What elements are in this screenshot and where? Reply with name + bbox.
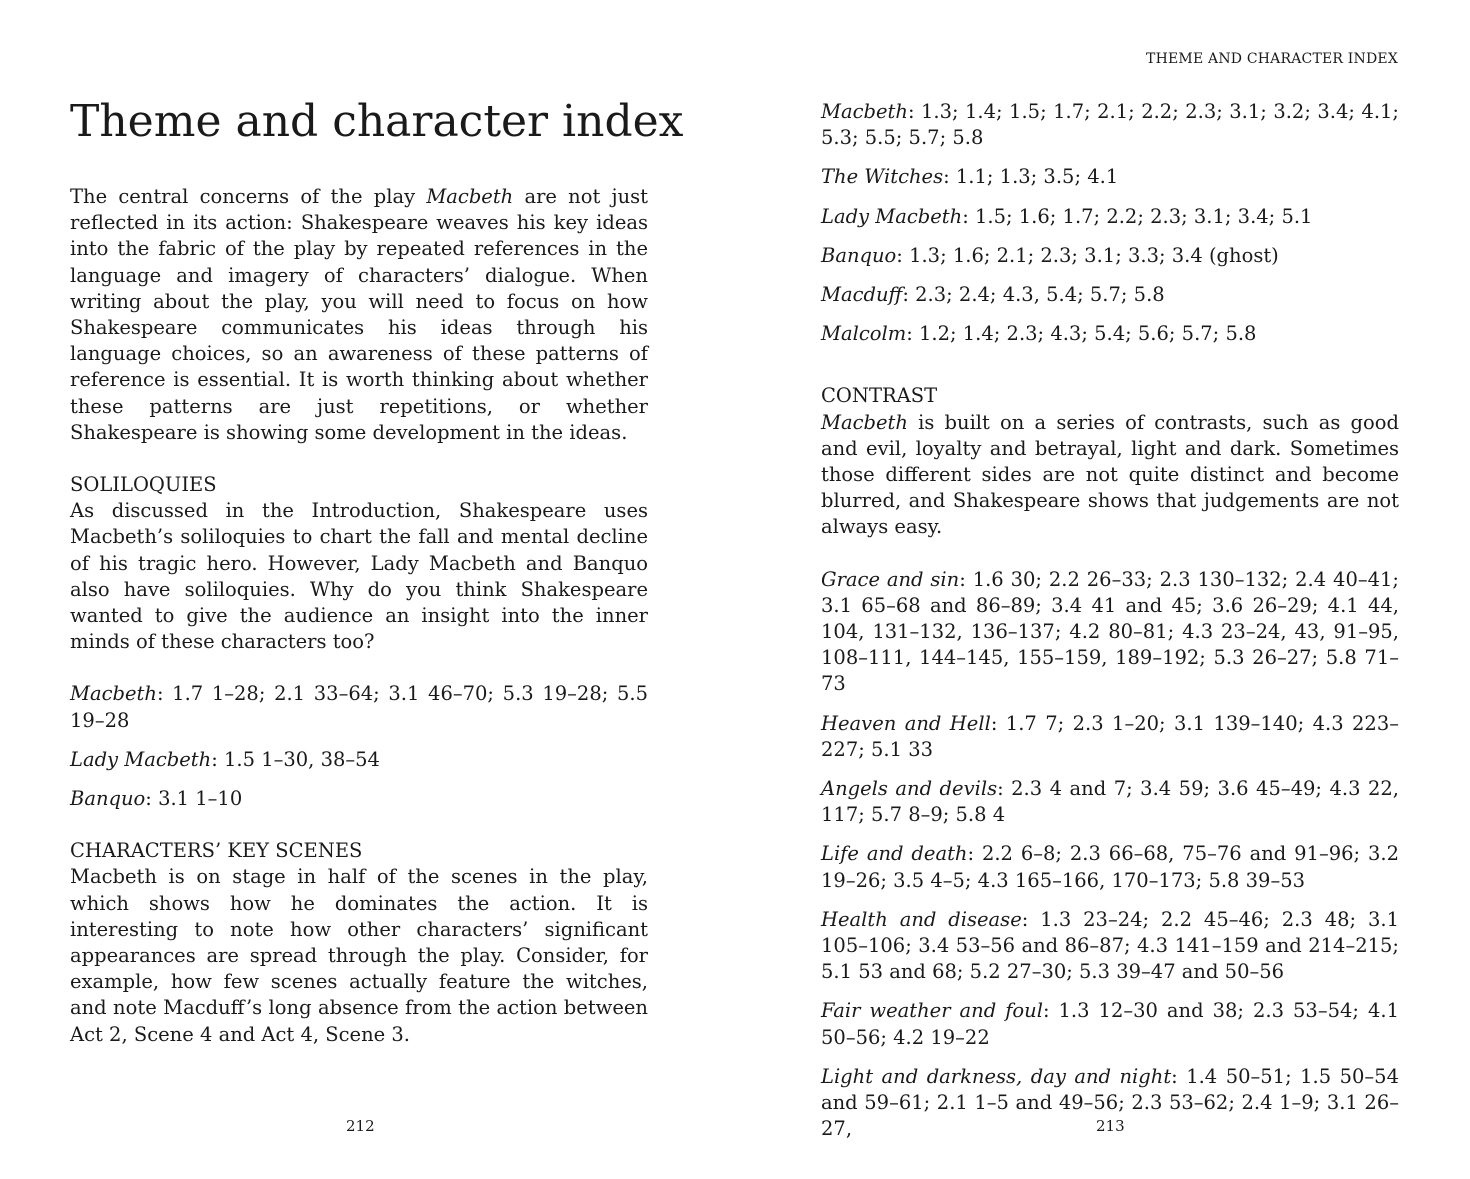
soliloquies-paragraph: As discussed in the Introduction, Shakespeare uses Macbeth’s soliloquies to chart the fall and mental decline of his tragic hero. However, Lady Macbeth and Banquo also have soliloquies. Why do you think Shakespeare wanted to give the audience an insight into the inner minds of these characters too? [70, 499, 648, 654]
index-entry [821, 164, 1399, 190]
index-entry [821, 99, 1399, 151]
entry-refs: : 1.4 50–51; 1.5 50–54 and 59–61; 2.1 1–5 and 49–56; 2.3 53–62; 2.4 1–9; 3.1 26–27, [821, 1064, 1399, 1141]
entry-refs: : 1.3 23–24; 2.2 45–46; 2.3 48; 3.1 105–106; 3.4 53–56 and 86–87; 4.3 141–159 and 214–215; 5.1 53 and 68; 5.2 27–30; 5.3 39–47 and 50–56 [821, 907, 1399, 984]
page-title: Theme and character index [70, 96, 684, 147]
index-entry [821, 841, 1399, 893]
entry-name: Angels and devils [821, 777, 998, 801]
contrast-paragraph [821, 410, 1399, 541]
index-entry [821, 907, 1399, 986]
entry-refs: : 1.3; 1.4; 1.5; 1.7; 2.1; 2.2; 2.3; 3.1; 3.2; 3.4; 4.1; 5.3; 5.5; 5.7; 5.8 [821, 100, 1399, 150]
entry-refs: : 1.7 1–28; 2.1 33–64; 3.1 46–70; 5.3 19–28; 5.5 19–28 [70, 682, 648, 732]
entry-name: Life and death [821, 842, 968, 866]
entry-name: Fair weather and foul [821, 999, 1043, 1023]
entry-refs: : 2.2 6–8; 2.3 66–68, 75–76 and 91–96; 3.2 19–26; 3.5 4–5; 4.3 165–166, 170–173; 5.8 39–53 [821, 842, 1399, 892]
intro-play-title: Macbeth [426, 185, 514, 208]
right-page [735, 0, 1470, 1179]
character-entries [821, 99, 1399, 347]
index-entry [821, 998, 1399, 1050]
soliloquy-entries [70, 681, 648, 812]
page-number: 213 [1096, 1117, 1125, 1135]
page-number: 212 [346, 1117, 375, 1135]
entry-refs: : 1.6 30; 2.2 26–33; 2.3 130–132; 2.4 40–41; 3.1 65–68 and 86–89; 3.4 41 and 45; 3.6 26–29; 4.1 44, 104, 131–132, 136–137; 4.2 80–81; 4.3 23–24, 43, 91–95, 108–111, 144–145, 155–159, 189–192; 5.3 26–27; 5.8 71–73 [821, 567, 1399, 696]
index-entry [70, 747, 648, 773]
contrast-text: is built on a series of contrasts, such as good and evil, loyalty and betrayal, light and dark. Sometimes those different sides are not quite distinct and become blurred, and Shakespeare shows that judgements are not always easy. [821, 410, 1399, 539]
entry-name: Heaven and Hell [821, 711, 991, 735]
index-entry [821, 567, 1399, 698]
entry-name: Light and darkness, day and night [821, 1064, 1172, 1088]
index-entry [821, 243, 1399, 269]
entry-refs: : 1.5; 1.6; 1.7; 2.2; 2.3; 3.1; 3.4; 5.1 [962, 204, 1313, 228]
entry-name: Lady Macbeth [821, 204, 963, 228]
entry-name: Macbeth [821, 100, 908, 123]
entry-refs: : 1.7 7; 2.3 1–20; 3.1 139–140; 4.3 223–227; 5.1 33 [821, 711, 1399, 761]
entry-name: Banquo [821, 243, 897, 267]
entry-name: Banquo [70, 787, 146, 811]
contrast-entries [821, 567, 1399, 1143]
intro-paragraph [70, 184, 648, 446]
soliloquies-heading: SOLILOQUIES [70, 473, 217, 497]
entry-refs: : 2.3 4 and 7; 3.4 59; 3.6 45–49; 4.3 22, 117; 5.7 8–9; 5.8 4 [821, 777, 1399, 827]
left-column [70, 184, 648, 1048]
entry-name: Health and disease [821, 907, 1022, 931]
index-entry [821, 321, 1399, 347]
key-scenes-paragraph: Macbeth is on stage in half of the scenes in the play, which shows how he dominates the action. It is interesting to note how other characters’ significant appearances are spread through the play. Consider, for example, how few scenes actually feature the witches, and note Macduff’s long absence from the action between Act 2, Scene 4 and Act 4, Scene 3. [70, 865, 648, 1046]
entry-refs: : 1.5 1–30, 38–54 [211, 747, 380, 771]
entry-refs: : 1.2; 1.4; 2.3; 4.3; 5.4; 5.6; 5.7; 5.8 [906, 322, 1257, 346]
index-entry [821, 711, 1399, 763]
index-entry [821, 204, 1399, 230]
entry-refs: : 2.3; 2.4; 4.3, 5.4; 5.7; 5.8 [902, 283, 1165, 307]
entry-refs: : 1.3 12–30 and 38; 2.3 53–54; 4.1 50–56; 4.2 19–22 [821, 999, 1399, 1049]
entry-name: The Witches [821, 165, 944, 189]
index-entry [821, 776, 1399, 828]
intro-text-2: are not just reflected in its action: Shakespeare weaves his key ideas into the fabric of the play by repeated references in the language and imagery of characters’ dialogue. When writing about the play, you will need to focus on how Shakespeare communicates his ideas through his language choices, so an awareness of these patterns of reference is essential. It is worth thinking about whether these patterns are just repetitions, or whether Shakespeare is showing some development in the ideas. [70, 185, 648, 444]
index-entry [70, 681, 648, 733]
index-entry [70, 786, 648, 812]
right-column [821, 99, 1399, 1156]
entry-name: Malcolm [821, 322, 907, 346]
running-head: THEME AND CHARACTER INDEX [1146, 51, 1398, 67]
intro-text-1: The central concerns of the play [70, 185, 427, 208]
entry-name: Macbeth [70, 682, 157, 706]
entry-refs: : 1.1; 1.3; 3.5; 4.1 [943, 165, 1119, 189]
contrast-heading: CONTRAST [821, 384, 938, 408]
entry-name: Lady Macbeth [70, 747, 212, 771]
entry-refs: : 3.1 1–10 [145, 787, 243, 811]
contrast-play-title: Macbeth [821, 410, 908, 434]
index-entry [821, 282, 1399, 308]
entry-refs: : 1.3; 1.6; 2.1; 2.3; 3.1; 3.3; 3.4 (ghost) [896, 243, 1279, 267]
key-scenes-heading: CHARACTERS’ KEY SCENES [70, 839, 363, 863]
entry-name: Grace and sin [821, 567, 960, 591]
entry-name: Macduff [821, 283, 903, 307]
